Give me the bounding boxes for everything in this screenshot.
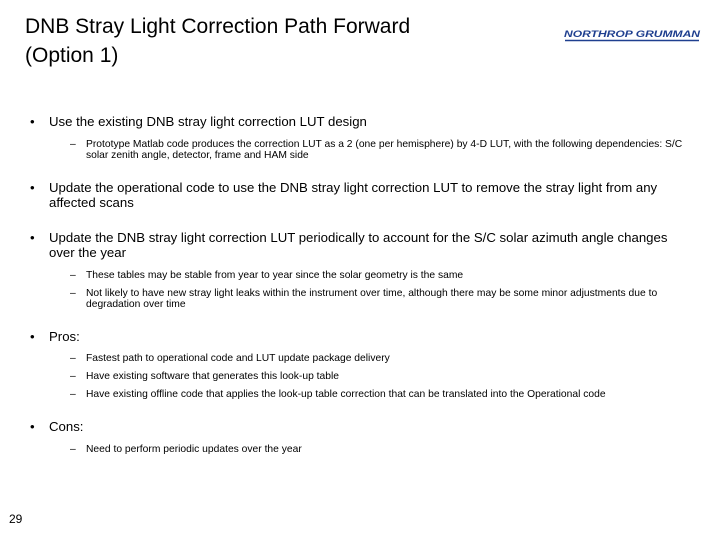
bullet-item <box>30 230 690 261</box>
sub-bullet-dash: – <box>70 138 76 150</box>
bullet-list <box>30 114 690 455</box>
sub-bullet-dash: – <box>70 287 76 299</box>
bullet-item <box>30 114 690 130</box>
sub-bullet-item <box>70 270 690 281</box>
bullet-marker: • <box>30 229 35 245</box>
sub-bullet-text: Have existing offline code that applies the look-up table correction that can be translated into the Operational code <box>86 389 606 400</box>
page-number: 29 <box>9 512 23 526</box>
sub-bullet-dash: – <box>70 353 76 364</box>
bullet-marker: • <box>30 328 35 344</box>
sub-bullet-item <box>70 444 690 455</box>
sub-bullet-dash: – <box>70 371 76 382</box>
sub-bullet-item <box>70 371 690 382</box>
northrop-grumman-logo <box>563 27 701 43</box>
sub-bullet-text: Prototype Matlab code produces the correction LUT as a 2 (one per hemisphere) by 4-D LUT, with the following dependencies: S/C solar zenith angle, detector, frame and HAM side <box>86 138 683 161</box>
sub-bullet-text: Need to perform periodic updates over the year <box>86 443 302 455</box>
bullet-item <box>30 329 690 345</box>
sub-bullet-dash: – <box>70 269 76 281</box>
bullet-text: Use the existing DNB stray light correction LUT design <box>49 114 367 129</box>
sub-bullet-item <box>70 389 690 400</box>
bullet-marker: • <box>30 179 35 195</box>
sub-bullet-item <box>70 288 690 310</box>
sub-bullet-text: Fastest path to operational code and LUT update package delivery <box>86 353 390 364</box>
slide-title <box>25 12 525 70</box>
bullet-text: Cons: <box>49 419 84 434</box>
sub-bullet-text: These tables may be stable from year to year since the solar geometry is the same <box>86 269 464 281</box>
sub-bullet-dash: – <box>70 443 76 455</box>
sub-bullet-dash: – <box>70 389 76 400</box>
sub-bullet-item <box>70 353 690 364</box>
bullet-marker: • <box>30 114 35 129</box>
bullet-text: Update the DNB stray light correction LUT periodically to account for the S/C solar azimuth angle changes over the year <box>49 229 668 260</box>
sub-bullet-item <box>70 139 690 161</box>
logo-wordmark: NORTHROP GRUMMAN <box>564 29 701 40</box>
bullet-item <box>30 419 690 435</box>
slide-title-line-2: (Option 1) <box>25 44 119 67</box>
bullet-text: Pros: <box>49 328 80 344</box>
bullet-marker: • <box>30 419 35 434</box>
sub-bullet-text: Have existing software that generates this look-up table <box>86 371 339 382</box>
sub-bullet-text: Not likely to have new stray light leaks within the instrument over time, although there may be some minor adjustments due to degradation over time <box>86 287 658 310</box>
bullet-text: Update the operational code to use the DNB stray light correction LUT to remove the stray light from any affected scans <box>49 179 658 210</box>
bullet-item <box>30 180 690 211</box>
slide-title-line-1: DNB Stray Light Correction Path Forward <box>25 15 411 38</box>
